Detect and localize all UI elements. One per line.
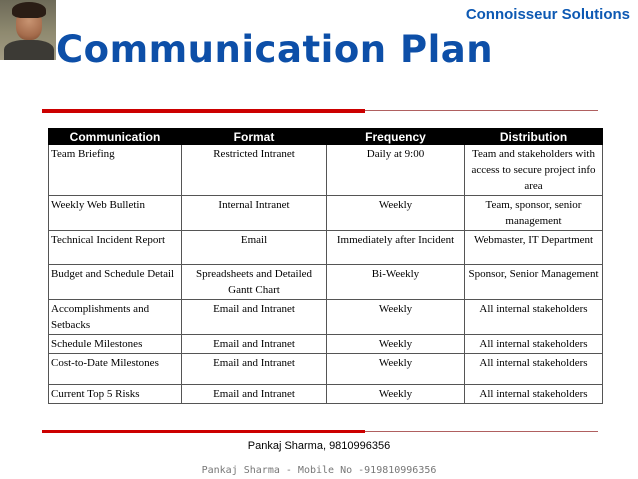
cell-distribution: Webmaster, IT Department <box>465 231 603 265</box>
column-header: Format <box>182 129 327 145</box>
cell-distribution: Team, sponsor, senior management <box>465 196 603 231</box>
page-title: Communication Plan <box>56 28 494 71</box>
cell-communication: Weekly Web Bulletin <box>49 196 182 231</box>
footer-contact: Pankaj Sharma, 9810996356 <box>247 440 391 452</box>
cell-format: Email <box>182 231 327 265</box>
column-header: Distribution <box>465 129 603 145</box>
cell-communication: Cost-to-Date Milestones <box>49 354 182 385</box>
table-row <box>49 145 603 196</box>
cell-format: Restricted Intranet <box>182 145 327 196</box>
cell-distribution: All internal stakeholders <box>465 385 603 404</box>
table-row <box>49 385 603 404</box>
cell-frequency: Weekly <box>327 300 465 335</box>
table-row <box>49 196 603 231</box>
cell-communication: Accomplishments and Setbacks <box>49 300 182 335</box>
author-photo <box>0 0 56 60</box>
footer-mobile-watermark: Pankaj Sharma - Mobile No -919810996356 <box>201 465 437 476</box>
table-row <box>49 300 603 335</box>
table-header-row <box>49 129 603 145</box>
cell-format: Email and Intranet <box>182 354 327 385</box>
cell-format: Email and Intranet <box>182 385 327 404</box>
cell-frequency: Weekly <box>327 385 465 404</box>
column-header: Frequency <box>327 129 465 145</box>
cell-format: Spreadsheets and Detailed Gantt Chart <box>182 265 327 300</box>
table-row <box>49 231 603 265</box>
cell-frequency: Immediately after Incident <box>327 231 465 265</box>
cell-communication: Budget and Schedule Detail <box>49 265 182 300</box>
cell-distribution: Team and stakeholders with access to secure project info area <box>465 145 603 196</box>
table-row <box>49 335 603 354</box>
cell-format: Email and Intranet <box>182 300 327 335</box>
photo-hair <box>12 2 46 18</box>
cell-frequency: Bi-Weekly <box>327 265 465 300</box>
company-name: Connoisseur Solutions <box>465 6 630 23</box>
cell-frequency: Weekly <box>327 196 465 231</box>
cell-distribution: All internal stakeholders <box>465 354 603 385</box>
cell-communication: Technical Incident Report <box>49 231 182 265</box>
column-header: Communication <box>49 129 182 145</box>
cell-communication: Team Briefing <box>49 145 182 196</box>
cell-frequency: Weekly <box>327 335 465 354</box>
cell-format: Email and Intranet <box>182 335 327 354</box>
cell-distribution: All internal stakeholders <box>465 300 603 335</box>
table-row <box>49 354 603 385</box>
table-row <box>49 265 603 300</box>
photo-shirt <box>4 40 54 60</box>
cell-communication: Schedule Milestones <box>49 335 182 354</box>
cell-frequency: Weekly <box>327 354 465 385</box>
cell-frequency: Daily at 9:00 <box>327 145 465 196</box>
cell-distribution: All internal stakeholders <box>465 335 603 354</box>
cell-format: Internal Intranet <box>182 196 327 231</box>
cell-distribution: Sponsor, Senior Management <box>465 265 603 300</box>
cell-communication: Current Top 5 Risks <box>49 385 182 404</box>
bottom-divider <box>42 430 598 434</box>
communication-table <box>48 128 603 404</box>
top-divider <box>42 108 598 112</box>
